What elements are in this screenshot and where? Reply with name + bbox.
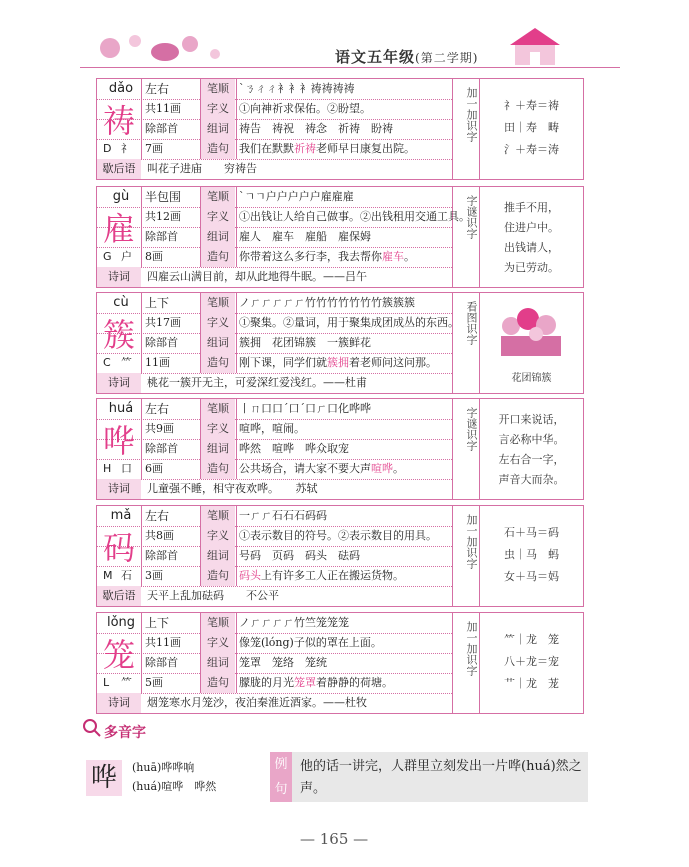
label-meaning: 字义 [201, 207, 235, 227]
recognition-method: 字谜识字 [453, 187, 480, 287]
label-meaning: 字义 [201, 419, 235, 439]
char-entry [96, 398, 584, 500]
meaning: ①表示数目的符号。②表示数目的用具。 [239, 529, 437, 542]
label-sentence: 造句 [201, 459, 235, 479]
entry-row-stroke [97, 399, 452, 420]
label-words: 组词 [201, 227, 235, 247]
char-entry [96, 78, 584, 180]
recognition-method: 看图识字 [453, 293, 480, 393]
label-words: 组词 [201, 333, 235, 353]
entry-row-tail [97, 267, 452, 287]
recognition-line: 住进户中。 [504, 221, 559, 234]
entry-row-words [97, 653, 452, 674]
entry-row-stroke [97, 79, 452, 100]
entry-row-sentence: H 口 6画 造句 公共场合，请大家不要大声喧哗。 [97, 459, 452, 480]
words: 雇人 雇车 雇船 雇保姆 [239, 230, 371, 243]
label-words: 组词 [201, 546, 235, 566]
pinyin: lǒng [106, 615, 136, 630]
rest-count: 3画 [145, 569, 163, 582]
entry-row-words [97, 439, 452, 460]
entry-row-tail [97, 479, 452, 499]
magnifier-icon [82, 718, 102, 738]
meaning: 喧哗，喧闹。 [239, 422, 305, 435]
entry-row-meaning [97, 99, 452, 120]
recognition-line: 言必称中华。 [498, 433, 565, 446]
tail-text: 烟笼寒水月笼沙，夜泊秦淮近酒家。——杜牧 [147, 696, 367, 709]
entry-main [97, 613, 453, 713]
label-sentence: 造句 [201, 139, 235, 159]
entry-row-meaning [97, 419, 452, 440]
char-entry [96, 505, 584, 607]
entry-row-sentence: D 礻 7画 造句 我们在默默祈祷老师早日康复出院。 [97, 139, 452, 160]
label-tail: 歇后语 [97, 586, 141, 606]
entry-row-meaning [97, 207, 470, 228]
recognition-line: 为已劳动。 [504, 261, 559, 274]
entry-row-sentence: M 石 3画 造句 码头上有许多工人正在搬运货物。 [97, 566, 452, 587]
words: 簇拥 花团锦簇 一簇鲜花 [239, 336, 371, 349]
sentence: 刚下课，同学们就簇拥着老师问这问那。 [239, 356, 437, 369]
recognition-line: 石＋马＝码 [504, 526, 559, 539]
stroke-order: ノㄏㄏㄏㄏㄏ竹竹竹竹竹竹竹簇簇簇 [239, 296, 415, 309]
entry-main [97, 399, 453, 499]
stroke-count: 共17画 [145, 316, 181, 329]
label-words: 组词 [201, 653, 235, 673]
big-character: 簇 [102, 316, 135, 354]
structure: 上下 [145, 616, 170, 630]
tail-text: 桃花一簇开无主，可爱深红爱浅红。——杜甫 [147, 376, 367, 389]
structure: 上下 [145, 296, 170, 310]
recognition-line: 虫｜马 蚂 [504, 548, 559, 561]
entry-row-words [97, 333, 452, 354]
pinyin: cù [113, 295, 129, 310]
label-meaning: 字义 [201, 99, 235, 119]
tail-text: 儿童强不睡，相守夜欢哗。 苏轼 [147, 482, 318, 495]
structure: 半包围 [145, 190, 182, 204]
entry-row-meaning [97, 633, 452, 654]
picture-caption: 花团锦簇 [511, 373, 552, 384]
structure: 左右 [145, 509, 170, 523]
big-character: 哗 [102, 422, 135, 460]
entry-row-tail [97, 373, 452, 393]
entry-row-tail [97, 159, 452, 179]
label-stroke: 笔顺 [201, 293, 235, 313]
example-tag: 例句 [270, 752, 292, 802]
recognition-method: 加一加识字 [453, 506, 480, 606]
recognition-line: ⺮｜龙 笼 [504, 633, 559, 646]
recognition-method: 加一加识字 [453, 613, 480, 713]
page-header [80, 20, 600, 72]
radical-name: 除部首 [145, 442, 178, 455]
label-sentence: 造句 [201, 353, 235, 373]
radical-name: 除部首 [145, 656, 178, 669]
entry-row-words [97, 546, 452, 567]
flower-cluster-icon [496, 301, 566, 361]
recognition-content [480, 506, 583, 606]
sentence: 码头上有许多工人正在搬运货物。 [239, 569, 404, 582]
sentence: 朦胧的月光笼罩着静静的荷塘。 [239, 676, 393, 689]
pinyin: huá [108, 401, 134, 416]
entry-main [97, 293, 459, 393]
char-entry [96, 186, 584, 288]
stroke-count: 共12画 [145, 210, 181, 223]
radical-name: 除部首 [145, 230, 178, 243]
label-tail: 诗词 [97, 693, 141, 713]
label-meaning: 字义 [201, 633, 235, 653]
label-stroke: 笔顺 [201, 79, 235, 99]
sentence-highlight: 笼罩 [294, 676, 316, 689]
label-words: 组词 [201, 119, 235, 139]
words: 笼罩 笼络 笼统 [239, 656, 327, 669]
header-divider [80, 67, 620, 68]
sentence-highlight: 喧哗 [371, 462, 393, 475]
entry-row-stroke [97, 506, 452, 527]
sentence-highlight: 码头 [239, 569, 261, 582]
label-stroke: 笔顺 [201, 506, 235, 526]
big-character: 码 [102, 529, 135, 567]
stroke-count: 共11画 [145, 636, 181, 649]
big-character: 祷 [102, 102, 135, 140]
flower-decoration-icon [90, 26, 240, 66]
stroke-order: ノㄏㄏㄏㄏ竹竺笼笼笼 [239, 616, 349, 629]
sentence: 我们在默默祈祷老师早日康复出院。 [239, 142, 415, 155]
recognition-content [480, 399, 583, 499]
stroke-order: `ㄱㄱ户户户户户雇雇雇 [239, 190, 354, 203]
house-decoration-icon [490, 20, 580, 70]
book-title: 语文五年级(第二学期) [335, 48, 479, 66]
recognition-content [480, 613, 583, 713]
entry-row-words [97, 119, 452, 140]
stroke-count: 共9画 [145, 422, 174, 435]
stroke-order: `ㄋㄔㄔ衤衤衤祷祷祷祷 [239, 82, 355, 95]
label-stroke: 笔顺 [201, 613, 235, 633]
recognition-content [480, 187, 583, 287]
recognition-line: 艹｜龙 茏 [504, 677, 559, 690]
recognition-content [480, 293, 583, 393]
big-character: 笼 [102, 636, 135, 674]
recognition-content [480, 79, 583, 179]
recognition-line: 八＋龙＝宠 [504, 655, 559, 668]
recognition-line: 出钱请人， [504, 241, 559, 254]
entry-row-sentence: C ⺮ 11画 造句 刚下课，同学们就簇拥着老师问这问那。 [97, 353, 452, 374]
rest-count: 11画 [145, 356, 170, 369]
tail-text: 四雇云山满目前，却从此地得牛眠。——吕午 [147, 270, 367, 283]
recognition-line: 氵＋寿＝涛 [504, 143, 559, 156]
recognition-line: 田｜寿 畴 [504, 121, 559, 134]
entry-row-stroke [97, 613, 452, 634]
label-sentence: 造句 [201, 566, 235, 586]
rest-count: 8画 [145, 250, 163, 263]
radical-name: 除部首 [145, 336, 178, 349]
label-meaning: 字义 [201, 313, 235, 333]
radical-name: 除部首 [145, 122, 178, 135]
stroke-order: 一ㄏㄏ石石石码码 [239, 509, 327, 522]
polyphone-title: 多音字 [104, 725, 146, 741]
char-entry [96, 612, 584, 714]
recognition-line: 推手不用， [504, 201, 559, 214]
label-tail: 歇后语 [97, 159, 141, 179]
entry-row-stroke [97, 293, 452, 314]
words: 祷告 祷祝 祷念 祈祷 盼祷 [239, 122, 393, 135]
entry-row-stroke [97, 187, 452, 208]
label-tail: 诗词 [97, 373, 141, 393]
structure: 左右 [145, 402, 170, 416]
sentence-highlight: 祈祷 [294, 142, 316, 155]
entry-row-sentence: G 户 8画 造句 你带着这么多行李，我去帮你雇车。 [97, 247, 452, 268]
entry-row-meaning [97, 526, 452, 547]
label-sentence: 造句 [201, 673, 235, 693]
tail-text: 叫花子进庙 穷祷告 [147, 162, 257, 175]
entry-main [97, 79, 453, 179]
recognition-line: 声音大而杂。 [498, 473, 565, 486]
polyphone-char: 哗 [86, 760, 122, 796]
char-entry [96, 292, 584, 394]
sentence-highlight: 簇拥 [327, 356, 349, 369]
entry-row-words [97, 227, 452, 248]
recognition-line: 女＋马＝妈 [504, 570, 559, 583]
pinyin: dǎo [108, 81, 134, 96]
polyphone-reading-1: (huā)哗哗响 [132, 761, 195, 774]
entry-row-tail [97, 693, 452, 713]
big-character: 雇 [102, 210, 135, 248]
recognition-line: 左右合一字， [498, 453, 565, 466]
meaning: ①聚集。②量词，用于聚集成团成丛的东西。 [239, 316, 459, 329]
entry-row-meaning [97, 313, 459, 334]
page-number: — 165 — [300, 830, 369, 848]
rest-count: 7画 [145, 142, 163, 155]
pinyin: mǎ [110, 508, 132, 523]
label-meaning: 字义 [201, 526, 235, 546]
entry-main [97, 506, 453, 606]
entry-row-sentence: L ⺮ 5画 造句 朦胧的月光笼罩着静静的荷塘。 [97, 673, 452, 694]
radical-name: 除部首 [145, 549, 178, 562]
rest-count: 6画 [145, 462, 163, 475]
recognition-line: 开口来说话， [498, 413, 565, 426]
sentence: 你带着这么多行李，我去帮你雇车。 [239, 250, 415, 263]
label-stroke: 笔顺 [201, 187, 235, 207]
sentence: 公共场合，请大家不要大声喧哗。 [239, 462, 404, 475]
sentence-highlight: 雇车 [382, 250, 404, 263]
tail-text: 天平上乱加砝码 不公平 [147, 589, 279, 602]
structure: 左右 [145, 82, 170, 96]
pinyin: gù [112, 189, 130, 204]
entry-main [97, 187, 470, 287]
words: 号码 页码 码头 砝码 [239, 549, 360, 562]
polyphone-reading-2: (huá)喧哗 哗然 [132, 780, 217, 793]
label-sentence: 造句 [201, 247, 235, 267]
recognition-method: 加一加识字 [453, 79, 480, 179]
meaning: 像笼(lóng)子似的罩在上面。 [239, 636, 382, 649]
stroke-count: 共11画 [145, 102, 181, 115]
example-sentence: 他的话一讲完，人群里立刻发出一片哗(huá)然之声。 [300, 759, 582, 796]
rest-count: 5画 [145, 676, 163, 689]
label-tail: 诗词 [97, 267, 141, 287]
stroke-count: 共8画 [145, 529, 174, 542]
entry-row-tail [97, 586, 452, 606]
label-stroke: 笔顺 [201, 399, 235, 419]
label-words: 组词 [201, 439, 235, 459]
stroke-order: 丨ㄇ口口ˊ口ˊ口ㄏ口化哗哗 [239, 402, 371, 415]
recognition-method: 字谜识字 [453, 399, 480, 499]
label-tail: 诗词 [97, 479, 141, 499]
recognition-line: 礻＋寿＝祷 [504, 99, 559, 112]
meaning: ①出钱让人给自己做事。②出钱租用交通工具。 [239, 210, 470, 223]
words: 哗然 喧哗 哗众取宠 [239, 442, 349, 455]
meaning: ①向神祈求保佑。②盼望。 [239, 102, 371, 115]
